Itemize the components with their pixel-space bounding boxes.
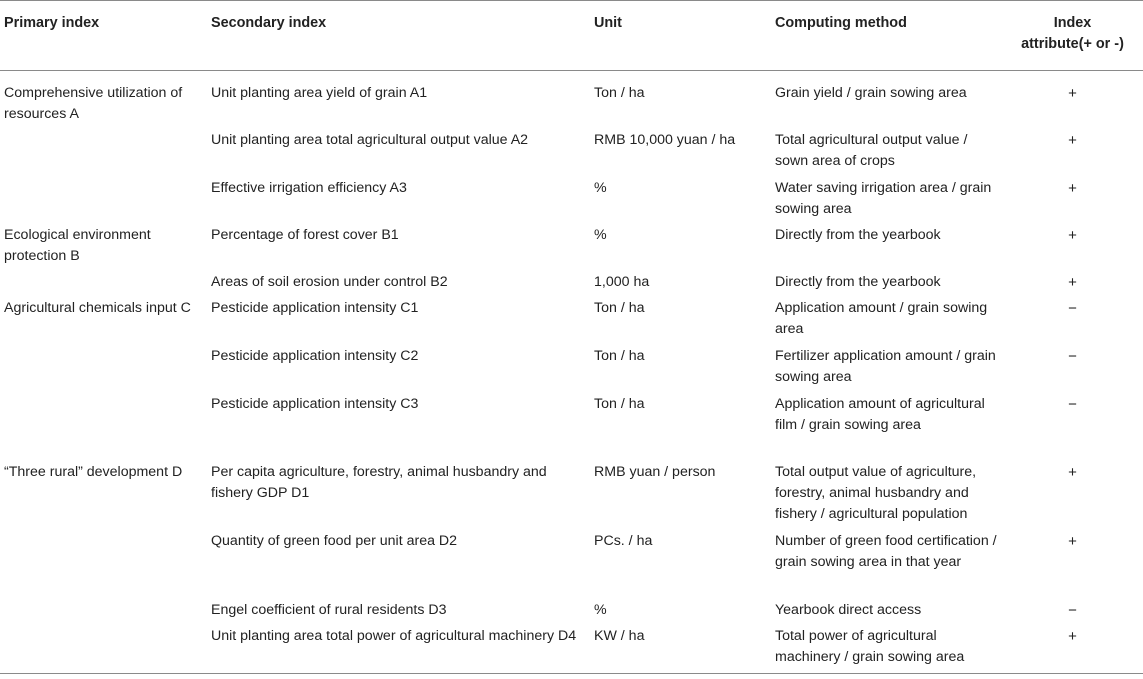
cell-secondary-index: Pesticide application intensity C2 xyxy=(211,347,419,364)
cell-computing-method: Directly from the yearbook xyxy=(775,226,941,243)
table-row xyxy=(0,178,1143,225)
cell-unit: 1,000 ha xyxy=(594,273,650,290)
header-index-attribute xyxy=(1002,1,1143,71)
table-row xyxy=(0,71,1143,130)
cell-primary-index xyxy=(0,394,207,462)
cell-primary-index xyxy=(0,600,207,626)
table-row xyxy=(0,130,1143,178)
cell-secondary-index: Pesticide application intensity C1 xyxy=(211,299,419,316)
cell-unit: RMB 10,000 yuan / ha xyxy=(594,131,736,148)
cell-unit: Ton / ha xyxy=(594,85,645,101)
cell-computing-method: Yearbook direct access xyxy=(775,601,922,618)
cell-index-attribute: + xyxy=(1068,131,1077,149)
cell-secondary-index: Quantity of green food per unit area D2 xyxy=(211,532,458,549)
cell-secondary-index: Unit planting area yield of grain A1 xyxy=(211,85,428,101)
header-row xyxy=(0,1,1143,71)
cell-primary-index xyxy=(0,346,207,394)
table-row xyxy=(0,531,1143,600)
cell-index-attribute: + xyxy=(1068,273,1077,291)
cell-secondary-index: Per capita agriculture, forestry, animal husbandry and fishery GDP D1 xyxy=(211,463,547,501)
cell-secondary-index: Unit planting area total agricultural output value A2 xyxy=(211,131,529,148)
cell-index-attribute: + xyxy=(1068,532,1077,550)
cell-primary-index xyxy=(0,178,207,225)
cell-computing-method: Directly from the yearbook xyxy=(775,273,941,290)
cell-unit: RMB yuan / person xyxy=(594,463,716,480)
table-row xyxy=(0,346,1143,394)
cell-secondary-index: Engel coefficient of rural residents D3 xyxy=(211,601,447,618)
cell-index-attribute: − xyxy=(1068,601,1077,619)
cell-primary-index xyxy=(0,626,207,674)
cell-unit: Ton / ha xyxy=(594,395,645,412)
table-row xyxy=(0,298,1143,346)
table-row xyxy=(0,272,1143,298)
cell-unit: PCs. / ha xyxy=(594,532,653,549)
header-attr-line1: Index xyxy=(1053,15,1092,31)
cell-computing-method: Number of green food certification / grain sowing area in that year xyxy=(775,532,997,570)
cell-computing-method: Water saving irrigation area / grain sowing area xyxy=(775,179,992,217)
cell-computing-method: Application amount of agricultural film / grain sowing area xyxy=(775,395,985,433)
cell-index-attribute: − xyxy=(1068,395,1077,413)
cell-secondary-index: Areas of soil erosion under control B2 xyxy=(211,273,448,290)
cell-secondary-index: Unit planting area total power of agricultural machinery D4 xyxy=(211,627,577,644)
cell-primary-index: “Three rural” development D xyxy=(4,463,183,480)
cell-index-attribute: + xyxy=(1068,226,1077,244)
cell-unit: % xyxy=(594,226,607,243)
table-row xyxy=(0,462,1143,531)
cell-unit: Ton / ha xyxy=(594,299,645,316)
table-row xyxy=(0,394,1143,462)
table-header xyxy=(0,1,1143,71)
cell-primary-index xyxy=(0,272,207,298)
cell-index-attribute: − xyxy=(1068,299,1077,317)
cell-index-attribute: − xyxy=(1068,347,1077,365)
cell-computing-method: Application amount / grain sowing area xyxy=(775,299,988,337)
table-row xyxy=(0,225,1143,272)
header-computing-method: Computing method xyxy=(775,15,907,31)
cell-index-attribute: + xyxy=(1068,179,1077,197)
cell-index-attribute: + xyxy=(1068,463,1077,481)
cell-unit: % xyxy=(594,601,607,618)
cell-unit: KW / ha xyxy=(594,627,645,644)
header-primary-index: Primary index xyxy=(4,15,100,31)
cell-computing-method: Total power of agricultural machinery / grain sowing area xyxy=(775,627,965,665)
cell-secondary-index: Pesticide application intensity C3 xyxy=(211,395,419,412)
table-row xyxy=(0,626,1143,674)
cell-unit: Ton / ha xyxy=(594,347,645,364)
cell-unit: % xyxy=(594,179,607,196)
table-row xyxy=(0,600,1143,626)
cell-computing-method: Total agricultural output value / sown area of crops xyxy=(775,131,968,169)
cell-secondary-index: Percentage of forest cover B1 xyxy=(211,226,399,243)
header-attr-line2: attribute(+ or -) xyxy=(1021,36,1124,52)
cell-index-attribute: + xyxy=(1068,85,1077,102)
cell-primary-index: Ecological environment protection B xyxy=(4,226,151,264)
cell-computing-method: Total output value of agriculture, forestry, animal husbandry and fishery / agricultural population xyxy=(775,463,977,522)
table-body xyxy=(0,71,1143,674)
cell-primary-index: Agricultural chemicals input C xyxy=(4,299,191,316)
cell-secondary-index: Effective irrigation efficiency A3 xyxy=(211,179,407,196)
cell-computing-method: Grain yield / grain sowing area xyxy=(775,85,967,101)
cell-primary-index: Comprehensive utilization of resources A xyxy=(4,85,183,122)
cell-primary-index xyxy=(0,130,207,178)
header-unit: Unit xyxy=(594,15,622,31)
cell-computing-method: Fertilizer application amount / grain sowing area xyxy=(775,347,996,385)
cell-index-attribute: + xyxy=(1068,627,1077,645)
header-secondary-index: Secondary index xyxy=(211,15,327,31)
cell-primary-index xyxy=(0,531,207,600)
